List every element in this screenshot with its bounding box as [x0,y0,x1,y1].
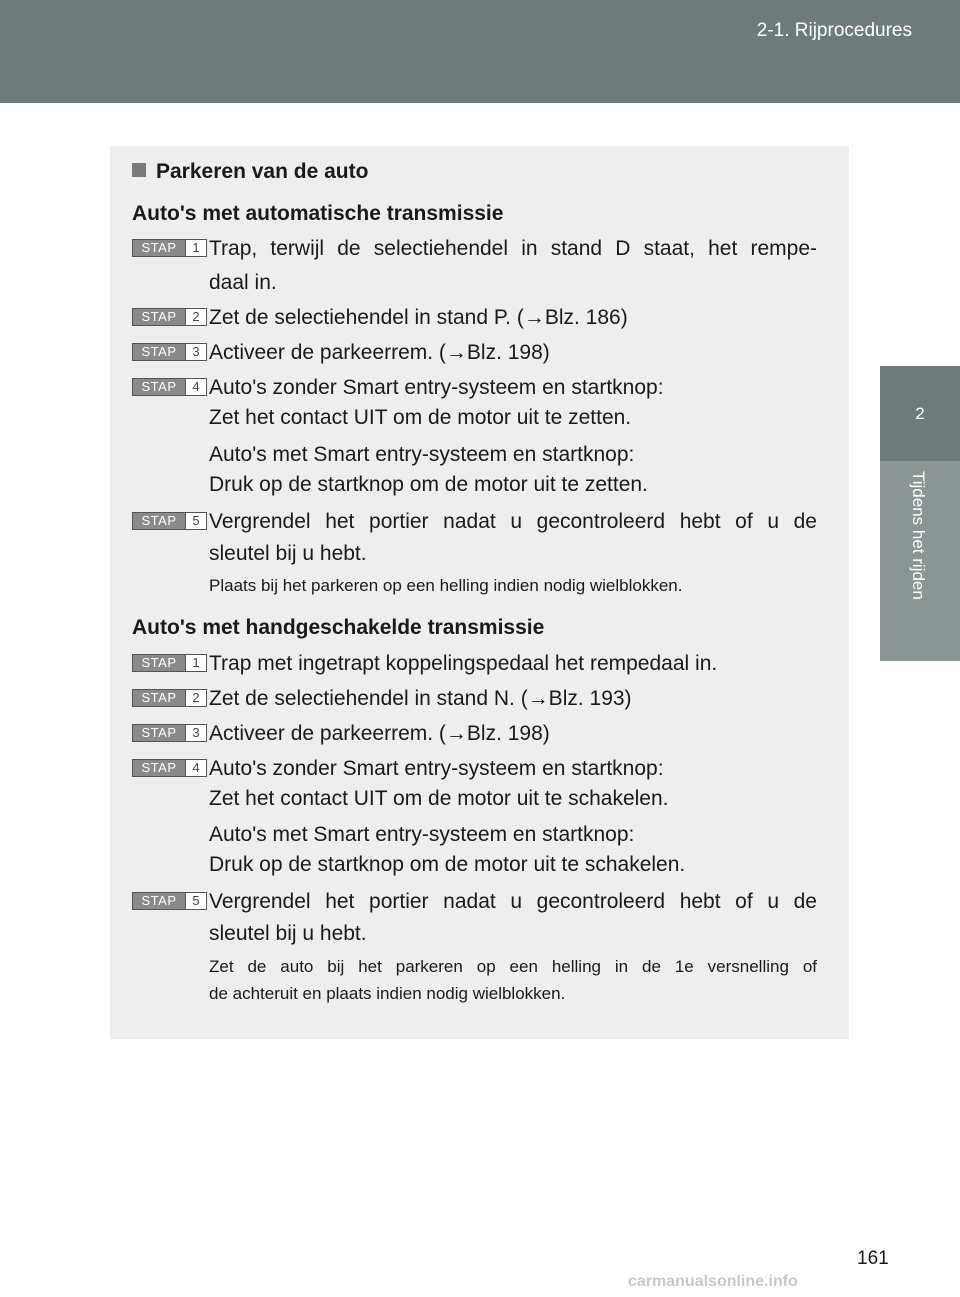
step-badge [132,308,207,326]
step-badge-label: STAP [141,893,177,908]
step-badge [132,759,207,777]
chapter-title: 2-1. Rijprocedures [756,20,912,41]
note-text: Plaats bij het parkeren op een helling indien nodig wielblokken. [209,576,683,595]
step-text: Trap, terwijl de selectiehendel in stand D staat, het rempe- [209,237,817,260]
square-bullet-icon [132,163,146,177]
note-text: Zet de auto bij het parkeren op een helling in de 1e versnelling of [209,957,817,976]
step-text: sleutel bij u hebt. [209,922,367,945]
step-badge-label: STAP [141,379,177,394]
step-text: Zet de selectiehendel in stand N. (→Blz. 193) [209,687,632,710]
step-text: Auto's zonder Smart entry-systeem en startknop: [209,757,664,780]
step-text: Auto's zonder Smart entry-systeem en startknop: [209,376,664,399]
step-badge-number: 5 [185,513,206,529]
step-text: Druk op de startknop om de motor uit te zetten. [209,473,648,496]
step-badge-number: 2 [185,690,206,706]
step-badge-label: STAP [141,309,177,324]
step-badge-label: STAP [141,240,177,255]
step-text: Druk op de startknop om de motor uit te schakelen. [209,853,686,876]
step-text: Activeer de parkeerrem. (→Blz. 198) [209,722,550,745]
step-badge-label: STAP [141,760,177,775]
step-badge-number: 4 [185,760,206,776]
step-badge [132,343,207,361]
section-title-text: Parkeren van de auto [156,160,369,183]
step-text: Zet het contact UIT om de motor uit te zetten. [209,406,632,429]
step-text: Vergrendel het portier nadat u gecontroleerd hebt of u de [209,890,817,913]
step-badge-label: STAP [141,725,177,740]
step-text: Auto's met Smart entry-systeem en startknop: [209,443,635,466]
step-badge [132,378,207,396]
content-panel [110,146,849,1039]
step-badge [132,239,207,257]
step-badge [132,724,207,742]
page-header [0,0,960,103]
step-badge [132,689,207,707]
step-badge-label: STAP [141,690,177,705]
step-text: Zet de selectiehendel in stand P. (→Blz. 186) [209,306,628,329]
step-badge-number: 5 [185,893,206,909]
step-badge [132,512,207,530]
side-tab-text: Tijdens het rijden [909,471,928,600]
step-badge-number: 3 [185,344,206,360]
step-badge-label: STAP [141,344,177,359]
step-text: Vergrendel het portier nadat u gecontroleerd hebt of u de [209,510,817,533]
section-title [132,160,368,184]
step-text: sleutel bij u hebt. [209,542,367,565]
step-badge-number: 1 [185,240,206,256]
step-text: Zet het contact UIT om de motor uit te schakelen. [209,787,669,810]
automatic-heading: Auto's met automatische transmissie [132,202,504,225]
manual-heading: Auto's met handgeschakelde transmissie [132,616,545,639]
step-badge-label: STAP [141,655,177,670]
step-badge-number: 1 [185,655,206,671]
step-badge-number: 4 [185,379,206,395]
step-badge-label: STAP [141,513,177,528]
page-number: 161 [857,1248,889,1269]
side-tab-number: 2 [880,366,960,461]
watermark: carmanualsonline.info [628,1273,798,1290]
step-text: Activeer de parkeerrem. (→Blz. 198) [209,341,550,364]
side-tab-label [880,461,960,661]
note-text: de achteruit en plaats indien nodig wielblokken. [209,984,566,1003]
step-badge [132,892,207,910]
step-text: Auto's met Smart entry-systeem en startknop: [209,823,635,846]
step-badge-number: 3 [185,725,206,741]
step-badge [132,654,207,672]
step-badge-number: 2 [185,309,206,325]
step-text: Trap met ingetrapt koppelingspedaal het rempedaal in. [209,652,718,675]
step-text: daal in. [209,271,277,294]
